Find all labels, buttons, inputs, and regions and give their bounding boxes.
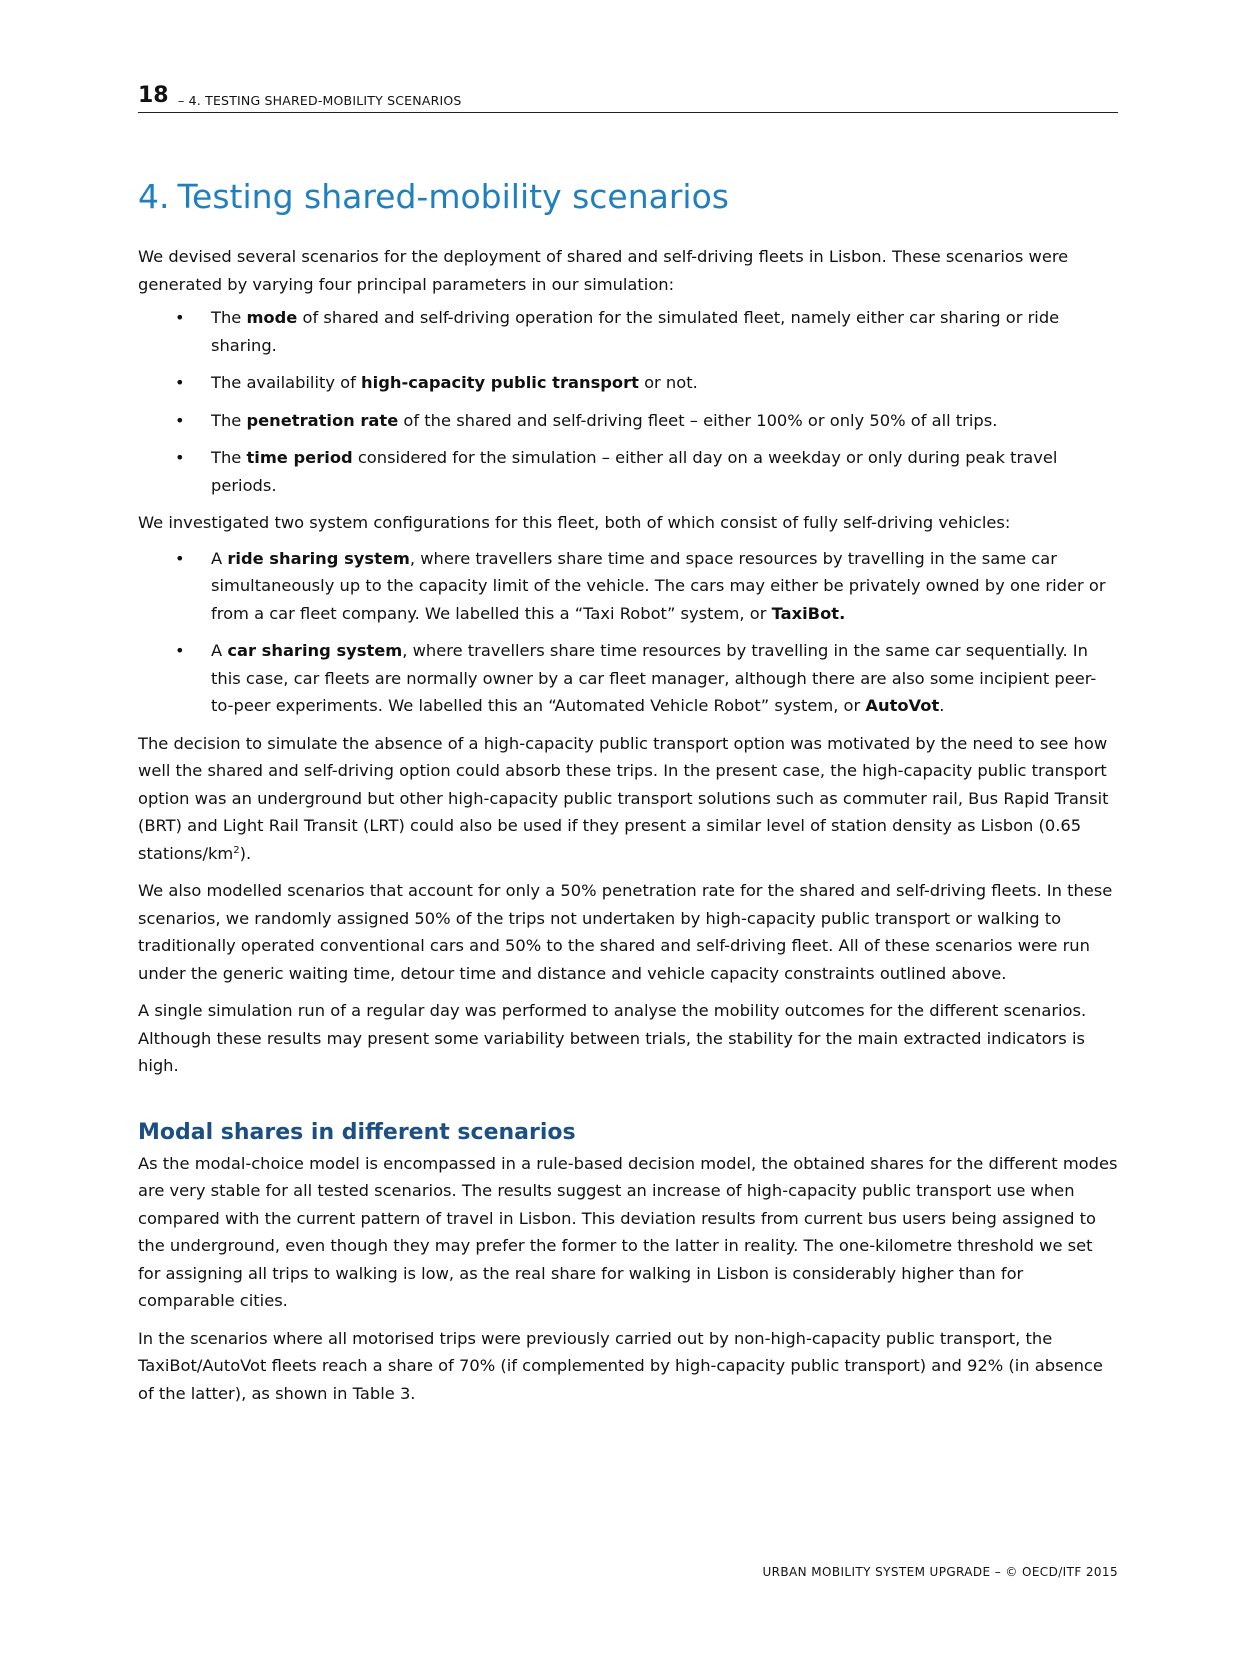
list-item: • A car sharing system, where travellers share time resources by travelling in the same car sequentially. In this case, car fleets are normally owner by a car fleet manager, although there are also some incipient peer-to-peer experiments. We labelled this an “Automated Vehicle Robot” system, or AutoVot. bbox=[138, 637, 1118, 720]
configs-intro-paragraph: We investigated two system configurations for this fleet, both of which consist of fully self-driving vehicles: bbox=[138, 513, 1011, 532]
list-item: • A ride sharing system, where travellers share time and space resources by travelling in the same car simultaneously up to the capacity limit of the vehicle. The cars may either be privately owned by one rider or from a car fleet company. We labelled this a “Taxi Robot” system, or TaxiBot. bbox=[138, 545, 1118, 628]
bullet-icon: • bbox=[175, 548, 185, 568]
bullet-icon: • bbox=[175, 373, 185, 392]
section-heading: Modal shares in different scenarios bbox=[138, 1119, 576, 1145]
running-header bbox=[138, 80, 1118, 113]
chapter-title bbox=[138, 175, 1118, 219]
penetration-paragraph: We also modelled scenarios that account for only a 50% penetration rate for the shared and self-driving fleets. In these scenarios, we randomly assigned 50% of the trips not undertaken by high-capacity public transport or walking to traditionally operated conventional cars and 50% to the shared and self-driving fleet. All of these scenarios were run under the generic waiting time, detour time and distance and vehicle capacity constraints outlined above. bbox=[138, 881, 1113, 983]
bullet-icon: • bbox=[175, 448, 185, 467]
list-item: • The mode of shared and self-driving operation for the simulated fleet, namely either car sharing or ride sharing. bbox=[138, 304, 1118, 359]
intro-paragraph: We devised several scenarios for the deployment of shared and self-driving fleets in Lisbon. These scenarios were generated by varying four principal parameters in our simulation: bbox=[138, 247, 1069, 294]
modal-choice-paragraph: As the modal-choice model is encompassed in a rule-based decision model, the obtained shares for the different modes are very stable for all tested scenarios. The results suggest an increase of high-capacity public transport use when compared with the current pattern of travel in Lisbon. This deviation results from current bus users being assigned to the underground, even though they may prefer the former to the latter in reality. The one-kilometre threshold we set for assigning all trips to walking is low, as the real share for walking in Lisbon is considerably higher than for comparable cities. bbox=[138, 1153, 1118, 1310]
list-item: • The time period considered for the simulation – either all day on a weekday or only during peak travel periods. bbox=[138, 444, 1118, 499]
decision-paragraph: The decision to simulate the absence of a high-capacity public transport option was motivated by the need to see how well the shared and self-driving option could absorb these trips. In the present case, the high-capacity public transport option was an underground but other high-capacity public transport solutions such as commuter rail, Bus Rapid Transit (BRT) and Light Rail Transit (LRT) could also be used if they present a similar level of station density as Lisbon (0.65 stations/$km^2$). bbox=[138, 733, 1109, 863]
list-item: • The penetration rate of the shared and self-driving fleet – either 100% or only 50% of all trips. bbox=[138, 407, 1118, 435]
running-header-section: – 4. TESTING SHARED-MOBILITY SCENARIOS bbox=[178, 93, 462, 108]
fleet-share-paragraph: In the scenarios where all motorised trips were previously carried out by non-high-capacity public transport, the TaxiBot/AutoVot fleets reach a share of 70% (if complemented by high-capacity public transport) and 92% (in absence of the latter), as shown in Table 3. bbox=[138, 1328, 1103, 1403]
bullet-icon: • bbox=[175, 641, 185, 660]
bullet-icon: • bbox=[175, 410, 185, 430]
page-footer: URBAN MOBILITY SYSTEM UPGRADE – © OECD/ITF 2015 bbox=[762, 1565, 1118, 1579]
page-number: 18 bbox=[138, 83, 169, 108]
document-page bbox=[138, 80, 1118, 1407]
chapter-title-text: Testing shared-mobility scenarios bbox=[177, 177, 729, 216]
bullet-icon: • bbox=[175, 308, 185, 327]
configuration-list bbox=[138, 545, 1118, 720]
list-item: • The availability of high-capacity public transport or not. bbox=[138, 369, 1118, 397]
single-run-paragraph: A single simulation run of a regular day was performed to analyse the mobility outcomes for the different scenarios. Although these results may present some variability between trials, the stability for the main extracted indicators is high. bbox=[138, 1001, 1087, 1075]
chapter-number: 4. bbox=[138, 177, 170, 216]
parameter-list bbox=[138, 304, 1118, 499]
